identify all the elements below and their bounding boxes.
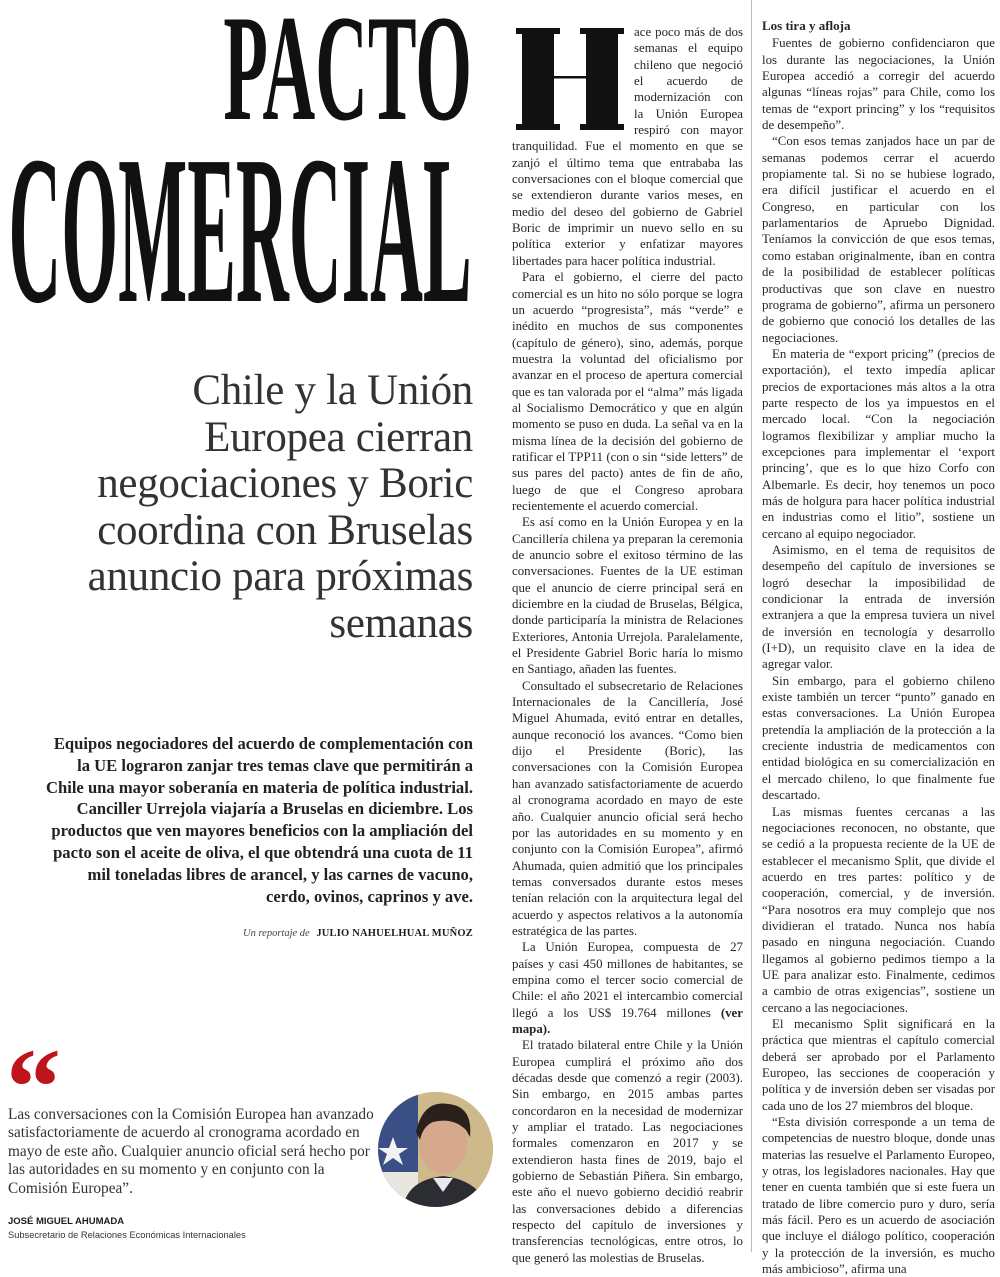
map-reference-link[interactable]: (ver mapa). [512,1005,743,1036]
quote-speaker-role: Subsecretario de Relaciones Económicas Internacionales [8,1230,246,1240]
portrait-photo [378,1092,493,1207]
paragraph: En materia de “export pricing” (precios de exportación), el texto impedía aplicar precios de exportaciones más altos a la otra parte respecto de los ya impuestos en el mercado local. “Con la negociación logramos flexibilizar y ampliar mucho la excepciones para implementar el ‘export princing’, que es lo que hizo Corfo con Albemarle. Es decir, hoy tenemos un poco más de holgura para hacer política industrial en industrias como el litio”, sostiene un cercano al equipo negociador. [762,346,995,541]
deck-subtitle: Chile y la Unión Europea cierran negociaciones y Boric coordina con Bruselas anuncio para próximas semanas [87,367,473,647]
paragraph: El tratado bilateral entre Chile y la Unión Europea cumplirá el próximo año dos décadas desde que comenzó a regir (2003). Sin embargo, en 2015 ambas partes concordaron en la necesidad de modernizar y ampliar el tratado. Las negociaciones formales comenzaron en 2017 y se extendieron hasta fines de 2019, bajo el gobierno de Sebastián Piñera. Sin embargo, este año el nuevo gobierno decidió reabrir las conversaciones debido a diferencias respecto del capítulo de inversiones y transferencias tecnológicas, entre otros, lo que generó las molestias de Bruselas. [512,1038,743,1265]
paragraph: Sin embargo, para el gobierno chileno existe también un tercer “punto” ganado en estas conversaciones. La Unión Europea pretendía la ampliación de la protección a la creciente industria de medicamentos con entidad biológica en su comercialización en el mercado chileno, lo que finalmente fue descartado. [762,673,995,803]
paragraph: Asimismo, en el tema de requisitos de desempeño del capítulo de inversiones se logró desechar la imposibilidad de condicionar la entrada de inversión extranjera a que la empresa tuviera un nivel de inversión en tecnología y desarrollo (I+D), un requisito clave en la idea de agregar valor. [762,543,995,672]
paragraph: Las mismas fuentes cercanas a las negociaciones reconocen, no obstante, que se cedió a la propuesta reciente de la UE de establecer el mecanismo Split, que divide el acuerdo en tres partes: político y de cooperación, comercial, y de inversión. “Para nosotros era muy complejo que nos dividieran el tratado. Nunca nos había pasado en ninguna negociación. Cuando llegamos al gobierno pedimos tiempo a la UE para analizar esto. Finalmente, cedimos a cambio de otras exigencias”, sostiene un cercano a las negociaciones. [762,804,995,1015]
byline [243,928,473,939]
quote-mark-icon: “ [6,1026,61,1148]
paragraph: Es así como en la Unión Europea y en la Cancillería chilena ya preparan la ceremonia de anuncio sobre el exitoso término de las conversaciones. Fuentes de la UE estiman que el anuncio de cierre principal será en diciembre en la ciudad de Bruselas, Bélgica, donde participaría la ministra de Relaciones Exteriores, Antonia Urrejola. Paralelamente, el Presidente Gabriel Boric haría lo mismo en Santiago, añaden las fuentes. [512,515,743,677]
paragraph: Para el gobierno, el cierre del pacto comercial es un hito no sólo porque se logra un acuerdo “progresista”, más “verde” e inédito en muchos de sus componentes (capítulo de género), sino, además, porque muestra la voluntad del oficialismo por avanzar en el proceso de apertura comercial que es tan valorada por el “alma” más ligada al Socialismo Democrático y que en algún momento se puso en duda. La señal va en la misma línea de la decisión del gobierno de ratificar el TPP11 (con o sin “side letters” de sus pares del pacto) antes de fin de año, luego de que el Congreso aprobara recientemente el acuerdo comercial. [512,270,743,513]
article-column-1 [512,24,743,1266]
paragraph-text: La Unión Europea, compuesta de 27 países y casi 450 millones de habitantes, se empina como el tercer socio comercial de Chile: el año 2021 el intercambio comercial llegó a los US$ 19.764 millones [512,940,743,1020]
headline-line-1: PACTO [223,0,472,152]
pullquote-text: Las conversaciones con la Comisión Europea han avanzado satisfactoriamente de acuerdo al cronograma acordado en mayo de este año. Cualquier anuncio oficial será hecho por las autoridades en su momento y en conjunto con la Comisión Europea”. [8,1106,374,1197]
paragraph: El mecanismo Split significará en la práctica que mientras el capítulo comercial deberá ser aprobado por el Parlamento Europeo, las secciones de cooperación y política y de inversión deben ser visadas por cada uno de los 27 miembros del bloque. [762,1016,995,1113]
summary-lead: Equipos negociadores del acuerdo de complementación con la UE lograron zanjar tres temas clave que permitirán a Chile una mayor soberanía en materia de política industrial. Canciller Urrejola viajaría a Bruselas en diciembre. Los productos que ven mayores beneficios con la ampliación del pacto son el aceite de oliva, el que obtendrá una cuota de 11 mil toneladas libres de arancel, y las carnes de vacuno, cerdo, ovinos, caprinos y ave. [46,734,473,906]
dropcap-h [512,28,628,130]
byline-prefix: Un reportaje de [243,928,310,939]
paragraph: Fuentes de gobierno confidenciaron que los durante las negociaciones, la Unión Europea accedió a corregir del acuerdo algunas “líneas rojas” para Chile, como los temas de “export princing” y los “requisitos de desempeño”. [762,36,995,133]
column-divider [751,0,752,1252]
byline-author: JULIO NAHUELHUAL MUÑOZ [316,928,473,939]
paragraph: “Con esos temas zanjados hace un par de semanas podemos cerrar el acuerdo propiamente tal. Si no se hubiese logrado, era difícil justificar el acuerdo en el Congreso, en particular con los parlamentarios de Apruebo Dignidad. Teníamos la convicción de que esos temas, como estaban originalmente, iban en contra de la posibilidad de establecer políticas productivas que son clave en nuestro programa de gobierno”, afirma un personero de gobierno que conoció los detalles de las negociaciones. [762,134,995,345]
paragraph: ace poco más de dos semanas el equipo chileno que negoció el acuerdo de modernización con la Unión Europea respiró con mayor tranquilidad. Fue el momento en que se zanjó el último tema que entrababa las conversaciones con el bloque comercial que se extendieron durante varios meses, en medio del deseo del gobierno de Gabriel Boric de imprimir un nuevo sello en su política exterior y enfatizar mayores libertades para hacer política industrial. [512,25,743,268]
quote-speaker-name: JOSÉ MIGUEL AHUMADA [8,1216,125,1227]
headline-line-2: COMERCIAL [8,112,473,347]
section-subhead: Los tira y afloja [762,18,851,33]
paragraph: Consultado el subsecretario de Relaciones Internacionales de la Cancillería, José Miguel Ahumada, evitó entrar en detalles, aunque reconoció los avances. “Como bien dijo el Presidente (Boric), las conversaciones con la Comisión Europea han avanzado satisfactoriamente de acuerdo al cronograma acordado en mayo de este año. Cualquier anuncio oficial será hecho por las autoridades en su momento y en conjunto con la Comisión Europea”, afirmó Ahumada, quien admitió que los principales temas conversados durante estos meses tenían relación con la arquitectura legal del acuerdo y aspectos relativos a la autonomía estratégica de las partes. [512,678,743,938]
article-column-2 [762,18,995,1277]
paragraph: “Esta división corresponde a un tema de competencias de nuestro bloque, donde unas materias las resuelve el Parlamento Europeo, y otras, los legisladores nacionales. Hay que tener en cuenta también que si este fuera un tratado de libre comercio puro y duro, sería más fácil. Pero es un acuerdo de asociación que incluye el diálogo político, cooperación y la protección de la inversión, es mucho más ambicioso”, afirma una [762,1115,995,1277]
paragraph [512,939,743,1037]
